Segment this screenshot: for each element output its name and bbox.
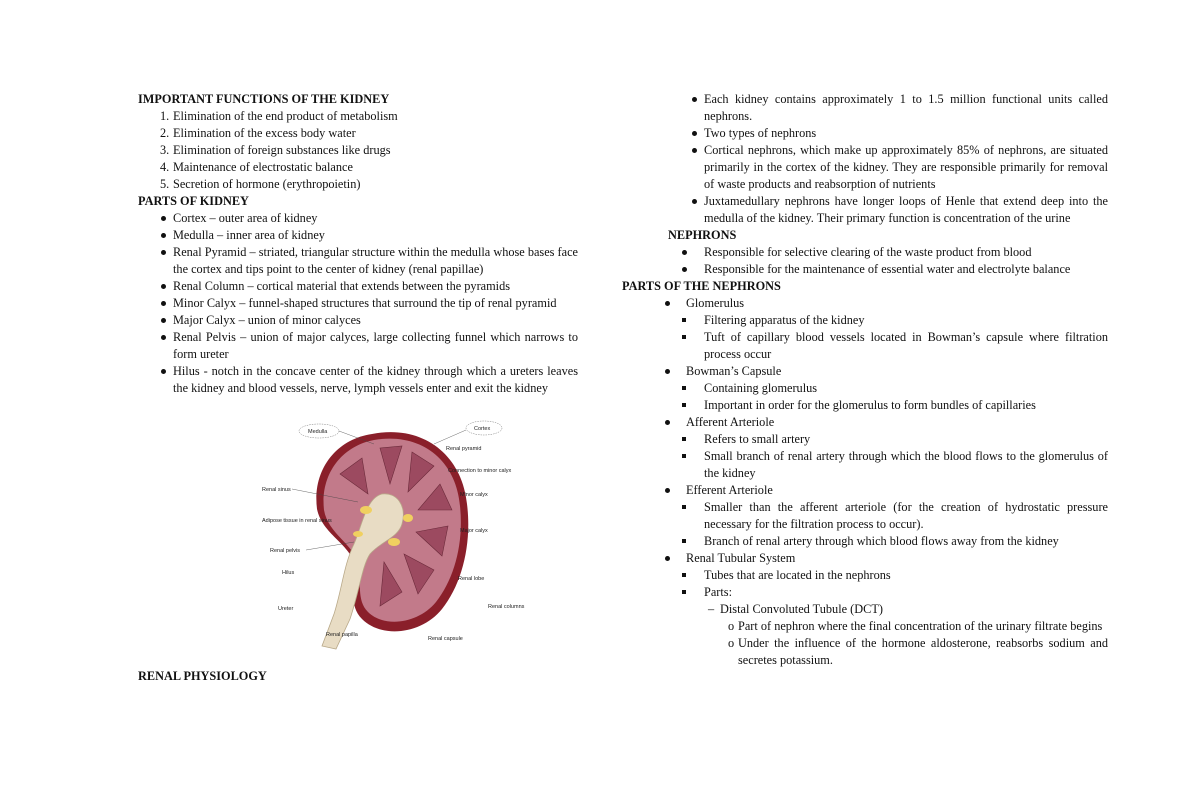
list-item: Filtering apparatus of the kidney [622,312,1108,329]
parts-of-nephrons-title: PARTS OF THE NEPHRONS [622,279,781,293]
list-item: Minor Calyx – funnel-shaped structures that surround the tip of renal pyramid [138,295,578,312]
list-item: Smaller than the afferent arteriole (for the creation of hydrostatic pressure necessary for the filtration process to occur). [622,499,1108,533]
kidney-diagram [262,414,525,654]
label-renal-sinus: Renal sinus [262,487,291,493]
label-hilus: Hilus [282,570,295,576]
parts-of-nephrons-list [622,295,1108,312]
glomerulus-sublist [622,312,1108,363]
list-item: Renal Tubular System [622,550,1108,567]
label-cortex: Cortex [474,426,491,432]
list-item: Efferent Arteriole [622,482,1108,499]
label-adipose: Adipose tissue in renal sinus [262,518,332,524]
label-minor-calyx: Minor calyx [460,492,488,498]
parts-of-nephrons-list [622,363,1108,380]
label-renal-pelvis: Renal pelvis [270,548,300,554]
list-item: o Part of nephron where the final concentration of the urinary filtrate begins [728,619,1103,633]
functions-title: IMPORTANT FUNCTIONS OF THE KIDNEY [138,92,390,106]
functions-list [138,108,578,193]
parts-of-kidney-title: PARTS OF KIDNEY [138,194,249,208]
list-item: Juxtamedullary nephrons have longer loops of Henle that extend deep into the medulla of the kidney. Their primary function is concentration of the urine [622,193,1108,227]
list-item: Cortex – outer area of kidney [138,210,578,227]
label-renal-lobe: Renal lobe [458,576,485,582]
list-item: Containing glomerulus [622,380,1108,397]
list-item: Renal Pyramid – striated, triangular structure within the medulla whose bases face the cortex and tips point to the center of kidney (renal papillae) [138,244,578,278]
list-item: Afferent Arteriole [622,414,1108,431]
list-item: Tubes that are located in the nephrons [622,567,1108,584]
bowmans-sublist [622,380,1108,414]
parts-of-nephrons-list [622,482,1108,499]
nephron-intro-list [622,91,1108,227]
list-item: Responsible for selective clearing of the waste product from blood [622,244,1108,261]
list-item: Branch of renal artery through which blood flows away from the kidney [622,533,1108,550]
list-item: Two types of nephrons [622,125,1108,142]
parts-of-nephrons-list [622,414,1108,431]
label-renal-capsule: Renal capsule [428,636,463,642]
list-item: Parts: [622,584,1108,601]
list-item: Each kidney contains approximately 1 to 1.5 million functional units called nephrons. [622,91,1108,125]
label-connection: Connection to minor calyx [448,468,512,474]
label-medulla: Medulla [308,429,328,435]
list-item: Responsible for the maintenance of essential water and electrolyte balance [622,261,1108,278]
left-column [138,91,578,397]
label-ureter: Ureter [278,606,294,612]
efferent-sublist [622,499,1108,550]
nephrons-list [622,244,1108,278]
parts-of-nephrons-list [622,550,1108,567]
list-item: 5. Secretion of hormone (erythropoietin) [160,177,361,191]
list-item: 3. Elimination of foreign substances like drugs [160,143,391,157]
list-item: Bowman’s Capsule [622,363,1108,380]
label-renal-pyramid: Renal pyramid [446,446,482,452]
label-major-calyx: Major calyx [460,528,488,534]
dct-sublist [622,618,1108,669]
nephrons-title: NEPHRONS [668,228,737,242]
list-item: Renal Column – cortical material that extends between the pyramids [138,278,578,295]
list-item: o Under the influence of the hormone aldosterone, reabsorbs sodium and secretes potassium. [728,636,1108,667]
list-item: Refers to small artery [622,431,1108,448]
tubular-sublist [622,567,1108,601]
list-item: Renal Pelvis – union of major calyces, large collecting funnel which narrows to form ureter [138,329,578,363]
list-item: Hilus - notch in the concave center of the kidney through which a ureters leaves the kidney and blood vessels, nerve, lymph vessels enter and exit the kidney [138,363,578,397]
afferent-sublist [622,431,1108,482]
list-item: 2. Elimination of the excess body water [160,126,356,140]
list-item: 1. Elimination of the end product of metabolism [160,109,398,123]
list-item: Small branch of renal artery through which the blood flows to the glomerulus of the kidney [622,448,1108,482]
list-item: Medulla – inner area of kidney [138,227,578,244]
parts-of-kidney-list [138,210,578,397]
label-renal-papilla: Renal papilla [326,632,358,638]
list-item: Important in order for the glomerulus to form bundles of capillaries [622,397,1108,414]
label-renal-columns: Renal columns [488,604,525,610]
right-column [622,91,1108,669]
list-item: Tuft of capillary blood vessels located in Bowman’s capsule where filtration process occur [622,329,1108,363]
list-item: 4. Maintenance of electrostatic balance [160,160,353,174]
list-item: Cortical nephrons, which make up approximately 85% of nephrons, are situated primarily in the cortex of the kidney. They are responsible primarily for removal of waste products and reabsorption of nutrients [622,142,1108,193]
renal-physiology-title: RENAL PHYSIOLOGY [138,669,267,683]
dct-item: – Distal Convoluted Tubule (DCT) [708,602,883,616]
list-item: Glomerulus [622,295,1108,312]
list-item: Major Calyx – union of minor calyces [138,312,578,329]
